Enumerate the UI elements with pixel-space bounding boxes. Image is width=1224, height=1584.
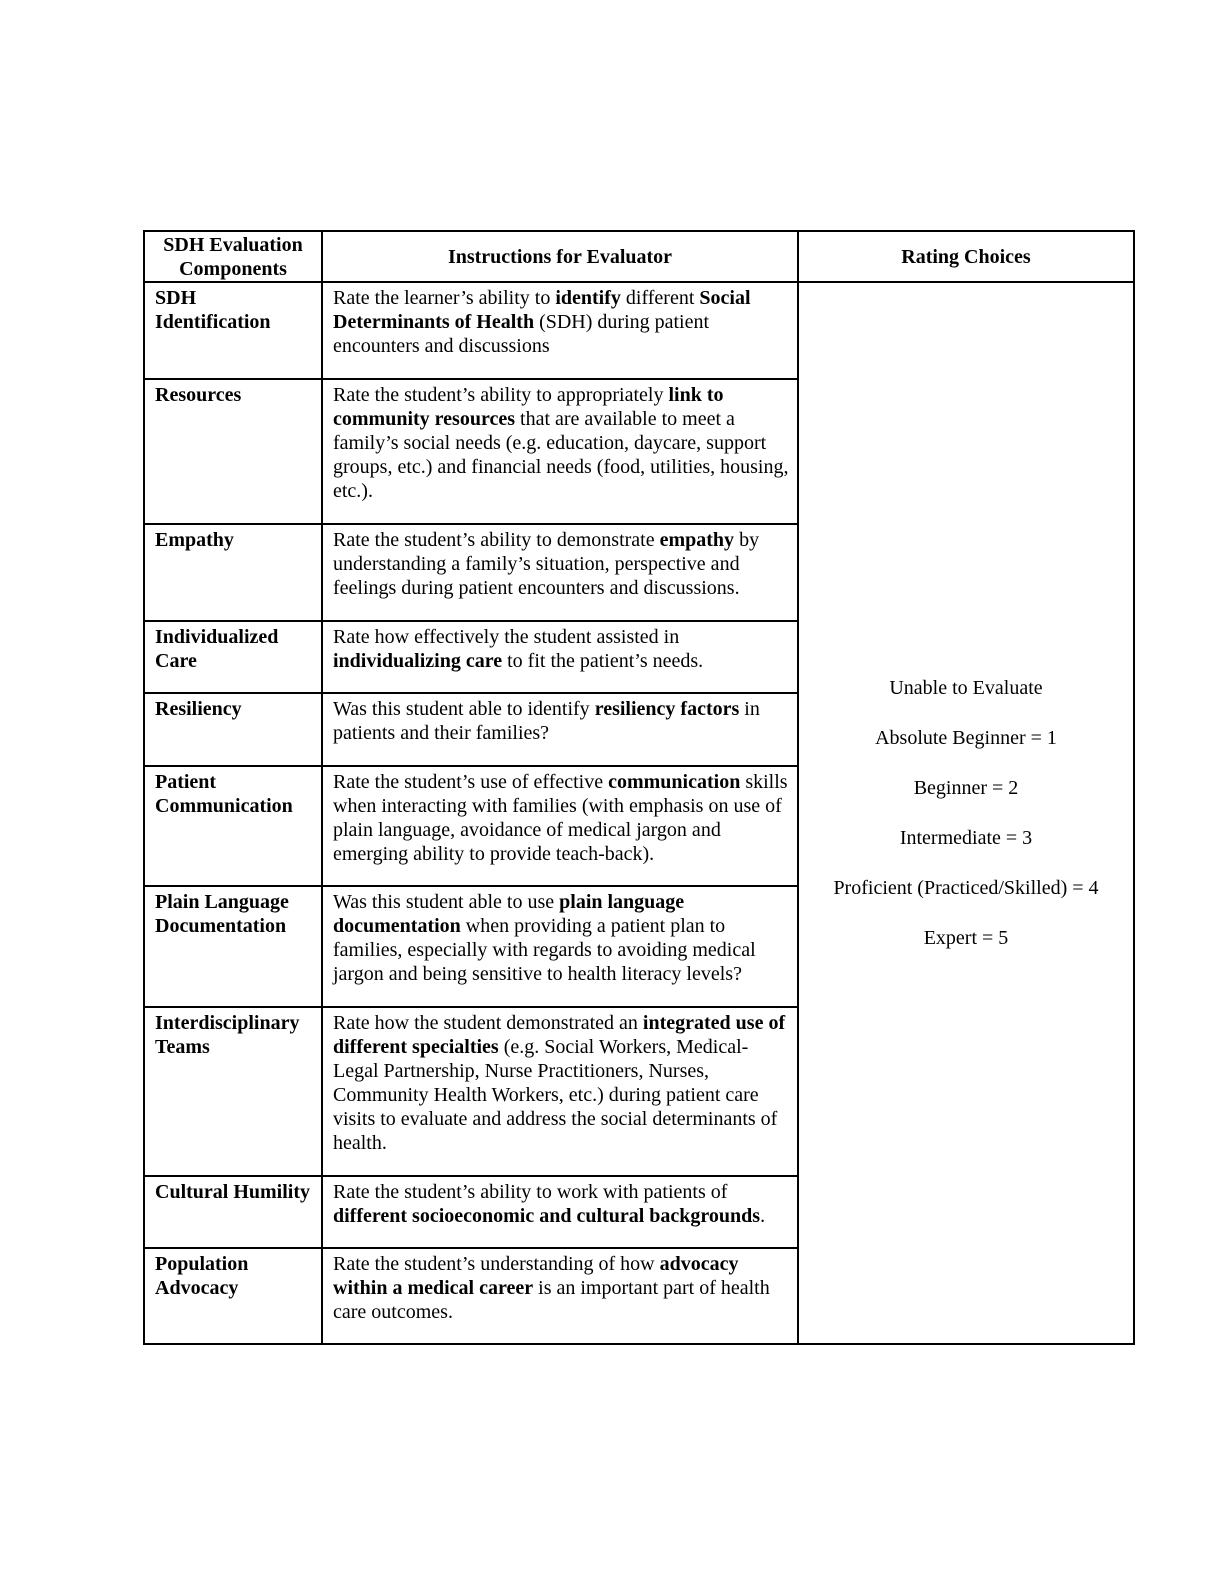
instruction-text: Rate the student’s understanding of how	[333, 1253, 660, 1275]
table-header-row	[144, 231, 1134, 282]
evaluator-instruction	[322, 766, 798, 886]
table-body	[144, 282, 1134, 1344]
component-name: Empathy	[144, 524, 322, 621]
rating-choice: Proficient (Practiced/Skilled) = 4	[833, 877, 1099, 899]
instruction-emphasis: resiliency factors	[594, 698, 740, 720]
rating-choice: Unable to Evaluate	[889, 677, 1043, 699]
instruction-text: .	[760, 1205, 766, 1227]
instruction-emphasis: link to community resources	[333, 384, 724, 430]
evaluator-instruction	[322, 621, 798, 693]
instruction-text: Rate the student’s ability to appropriately	[333, 384, 669, 406]
instruction-text: Rate the student’s ability to demonstrate	[333, 529, 660, 551]
evaluation-table	[143, 230, 1135, 1345]
instruction-text: in patients and their families?	[333, 698, 760, 744]
instruction-text: Was this student able to use	[333, 891, 560, 913]
header-components: SDH Evaluation Components	[144, 231, 322, 282]
evaluator-instruction	[322, 1176, 798, 1248]
component-name: Individualized Care	[144, 621, 322, 693]
rating-choice: Intermediate = 3	[899, 827, 1033, 849]
header-ratings: Rating Choices	[798, 231, 1134, 282]
instruction-text: when providing a patient plan to families, especially with regards to avoiding medical jargon and being sensitive to health literacy levels?	[333, 915, 756, 985]
instruction-text: skills when interacting with families (with emphasis on use of plain language, avoidance of medical jargon and emerging ability to provide teach-back).	[333, 771, 788, 865]
evaluator-instruction	[322, 886, 798, 1007]
rating-choice: Expert = 5	[923, 927, 1009, 949]
rating-choice: Absolute Beginner = 1	[875, 727, 1057, 749]
instruction-text: Rate the student’s use of effective	[333, 771, 609, 793]
instruction-text: (SDH) during patient encounters and discussions	[333, 311, 710, 357]
instruction-text: Rate the learner’s ability to	[333, 287, 556, 309]
evaluator-instruction	[322, 1248, 798, 1344]
instruction-text: Rate the student’s ability to work with patients of	[333, 1181, 728, 1203]
instruction-emphasis: advocacy within a medical career	[333, 1253, 739, 1299]
instruction-text: is an important part of health care outcomes.	[333, 1277, 770, 1323]
component-name: Cultural Humility	[144, 1176, 322, 1248]
instruction-text: (e.g. Social Workers, Medical-Legal Partnership, Nurse Practitioners, Nurses, Community Health Workers, etc.) during patient care visits to evaluate and address the social determinants of health.	[333, 1036, 778, 1154]
component-name: Population Advocacy	[144, 1248, 322, 1344]
component-name: Plain Language Documentation	[144, 886, 322, 1007]
component-name: Resources	[144, 379, 322, 524]
instruction-emphasis: plain language documentation	[333, 891, 685, 937]
component-name: Patient Communication	[144, 766, 322, 886]
instruction-text: that are available to meet a family’s social needs (e.g. education, daycare, support groups, etc.) and financial needs (food, utilities, housing, etc.).	[333, 408, 789, 502]
instruction-emphasis: empathy	[659, 529, 735, 551]
evaluator-instruction	[322, 1007, 798, 1176]
component-name: Resiliency	[144, 693, 322, 766]
instruction-emphasis: integrated use of different specialties	[333, 1012, 786, 1058]
rating-choices-cell	[798, 282, 1134, 1344]
instruction-text: Was this student able to identify	[333, 698, 595, 720]
instruction-emphasis: individualizing care	[333, 650, 503, 672]
evaluator-instruction	[322, 693, 798, 766]
instruction-text: by understanding a family’s situation, perspective and feelings during patient encounters and discussions.	[333, 529, 760, 599]
instruction-text: to fit the patient’s needs.	[502, 650, 704, 672]
instruction-text: different	[620, 287, 700, 309]
instruction-emphasis: Social Determinants of Health	[333, 287, 751, 333]
instruction-emphasis: communication	[608, 771, 741, 793]
instruction-emphasis: different socioeconomic and cultural backgrounds	[333, 1205, 761, 1227]
table-row	[144, 282, 1134, 379]
rating-choice: Beginner = 2	[913, 777, 1019, 799]
component-name: Interdisciplinary Teams	[144, 1007, 322, 1176]
instruction-text: Rate how the student demonstrated an	[333, 1012, 643, 1034]
instruction-text: Rate how effectively the student assisted in	[333, 626, 680, 648]
header-instructions: Instructions for Evaluator	[322, 231, 798, 282]
evaluator-instruction	[322, 282, 798, 379]
evaluator-instruction	[322, 524, 798, 621]
evaluator-instruction	[322, 379, 798, 524]
component-name: SDH Identification	[144, 282, 322, 379]
instruction-emphasis: identify	[555, 287, 621, 309]
rating-choices-list	[799, 676, 1133, 950]
